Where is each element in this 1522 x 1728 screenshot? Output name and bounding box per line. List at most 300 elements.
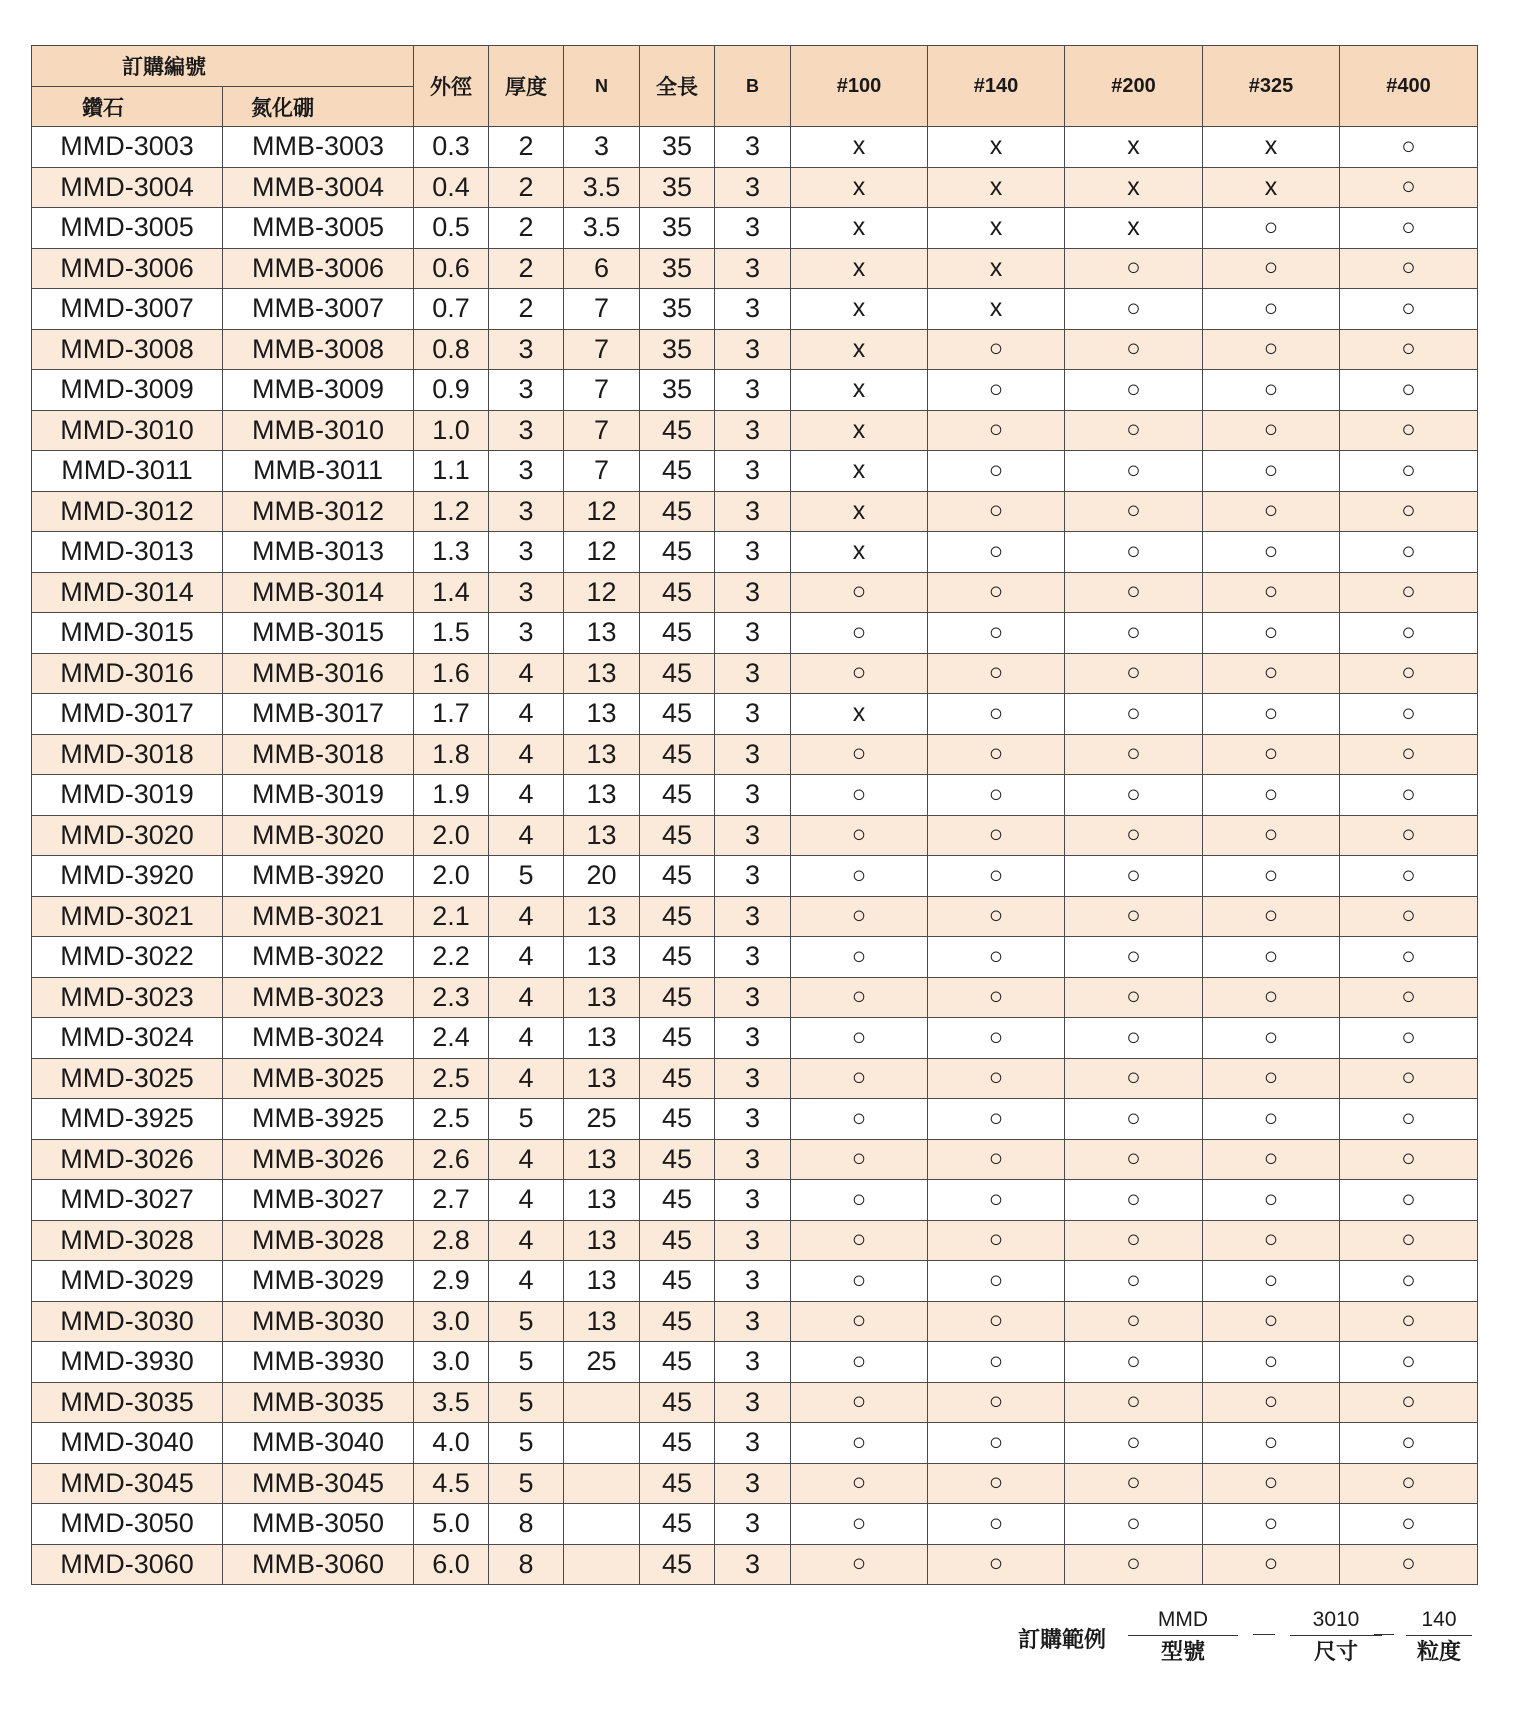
b-value: 3 xyxy=(715,1058,791,1099)
diamond-part-no: MMD-3013 xyxy=(32,532,223,573)
diamond-part-no: MMD-3021 xyxy=(32,896,223,937)
length-value: 45 xyxy=(640,815,715,856)
length-value: 45 xyxy=(640,1099,715,1140)
od-value: 2.6 xyxy=(414,1139,489,1180)
grit-200-availability: ○ xyxy=(1065,1463,1203,1504)
grit-100-availability: x xyxy=(791,410,928,451)
grit-325-availability: ○ xyxy=(1203,1180,1340,1221)
table-row xyxy=(32,1423,1478,1464)
grit-325-availability: ○ xyxy=(1203,1544,1340,1585)
n-value: 13 xyxy=(564,1018,640,1059)
n-value: 13 xyxy=(564,1139,640,1180)
grit-140-availability: ○ xyxy=(928,532,1065,573)
n-value: 13 xyxy=(564,1180,640,1221)
grit-325-availability: ○ xyxy=(1203,694,1340,735)
diamond-part-no: MMD-3014 xyxy=(32,572,223,613)
n-value: 13 xyxy=(564,694,640,735)
grit-400-availability: ○ xyxy=(1340,208,1478,249)
grit-140-availability: ○ xyxy=(928,653,1065,694)
diamond-part-no: MMD-3012 xyxy=(32,491,223,532)
cbn-part-no: MMB-3050 xyxy=(223,1504,414,1545)
od-value: 2.8 xyxy=(414,1220,489,1261)
length-value: 35 xyxy=(640,329,715,370)
grit-325-availability: ○ xyxy=(1203,1423,1340,1464)
grit-400-availability: ○ xyxy=(1340,248,1478,289)
cbn-part-no: MMB-3027 xyxy=(223,1180,414,1221)
grit-header-325: #325 xyxy=(1203,46,1340,127)
table-row xyxy=(32,410,1478,451)
order-size-value: 3010 xyxy=(1312,1608,1360,1631)
n-header: N xyxy=(564,46,640,127)
thickness-value: 5 xyxy=(489,1463,564,1504)
thickness-value: 4 xyxy=(489,1220,564,1261)
grit-400-availability: ○ xyxy=(1340,1180,1478,1221)
grit-400-availability: ○ xyxy=(1340,1544,1478,1585)
grit-140-availability: ○ xyxy=(928,451,1065,492)
cbn-part-no: MMB-3015 xyxy=(223,613,414,654)
grit-325-availability: ○ xyxy=(1203,937,1340,978)
n-value xyxy=(564,1504,640,1545)
table-row xyxy=(32,248,1478,289)
n-value: 13 xyxy=(564,653,640,694)
length-value: 45 xyxy=(640,896,715,937)
grit-200-availability: ○ xyxy=(1065,248,1203,289)
grit-200-availability: ○ xyxy=(1065,1180,1203,1221)
grit-400-availability: ○ xyxy=(1340,775,1478,816)
grit-400-availability: ○ xyxy=(1340,491,1478,532)
grit-100-availability: ○ xyxy=(791,856,928,897)
length-value: 35 xyxy=(640,167,715,208)
od-value: 1.5 xyxy=(414,613,489,654)
od-value: 1.3 xyxy=(414,532,489,573)
grit-325-availability: ○ xyxy=(1203,1139,1340,1180)
cbn-part-no: MMB-3029 xyxy=(223,1261,414,1302)
grit-400-availability: ○ xyxy=(1340,1463,1478,1504)
cbn-part-no: MMB-3009 xyxy=(223,370,414,411)
order-grit-value: 140 xyxy=(1421,1608,1457,1631)
n-value: 20 xyxy=(564,856,640,897)
grit-400-availability: ○ xyxy=(1340,127,1478,168)
n-value xyxy=(564,1544,640,1585)
table-row xyxy=(32,937,1478,978)
thickness-value: 8 xyxy=(489,1544,564,1585)
length-value: 45 xyxy=(640,775,715,816)
table-row xyxy=(32,532,1478,573)
grit-325-availability: ○ xyxy=(1203,248,1340,289)
grit-100-availability: ○ xyxy=(791,613,928,654)
thickness-value: 5 xyxy=(489,1382,564,1423)
thickness-value: 4 xyxy=(489,1058,564,1099)
grit-140-availability: x xyxy=(928,248,1065,289)
diamond-part-no: MMD-3011 xyxy=(32,451,223,492)
grit-100-availability: x xyxy=(791,248,928,289)
od-value: 1.4 xyxy=(414,572,489,613)
diamond-part-no: MMD-3045 xyxy=(32,1463,223,1504)
grit-325-availability: ○ xyxy=(1203,532,1340,573)
cbn-part-no: MMB-3035 xyxy=(223,1382,414,1423)
grit-200-availability: ○ xyxy=(1065,1261,1203,1302)
thickness-value: 3 xyxy=(489,532,564,573)
od-value: 2.1 xyxy=(414,896,489,937)
od-value: 1.6 xyxy=(414,653,489,694)
b-value: 3 xyxy=(715,1504,791,1545)
table-row xyxy=(32,289,1478,330)
length-value: 45 xyxy=(640,1342,715,1383)
cbn-part-no: MMB-3925 xyxy=(223,1099,414,1140)
n-value: 13 xyxy=(564,937,640,978)
grit-200-availability: x xyxy=(1065,127,1203,168)
b-value: 3 xyxy=(715,896,791,937)
thickness-value: 5 xyxy=(489,1301,564,1342)
grit-140-availability: ○ xyxy=(928,1099,1065,1140)
length-value: 45 xyxy=(640,1180,715,1221)
grit-200-availability: ○ xyxy=(1065,1058,1203,1099)
n-value: 3.5 xyxy=(564,167,640,208)
b-value: 3 xyxy=(715,734,791,775)
n-value: 13 xyxy=(564,1261,640,1302)
grit-140-availability: ○ xyxy=(928,1544,1065,1585)
grit-325-availability: ○ xyxy=(1203,815,1340,856)
grit-100-availability: x xyxy=(791,694,928,735)
diamond-part-no: MMD-3007 xyxy=(32,289,223,330)
grit-header-140: #140 xyxy=(928,46,1065,127)
diamond-header: 鑽石 xyxy=(32,87,223,127)
grit-header-200: #200 xyxy=(1065,46,1203,127)
thickness-value: 2 xyxy=(489,127,564,168)
grit-400-availability: ○ xyxy=(1340,815,1478,856)
n-value: 13 xyxy=(564,1301,640,1342)
n-value: 7 xyxy=(564,329,640,370)
length-value: 45 xyxy=(640,613,715,654)
thickness-value: 4 xyxy=(489,775,564,816)
cbn-part-no: MMB-3017 xyxy=(223,694,414,735)
b-value: 3 xyxy=(715,410,791,451)
b-value: 3 xyxy=(715,1301,791,1342)
length-value: 35 xyxy=(640,289,715,330)
cbn-part-no: MMB-3025 xyxy=(223,1058,414,1099)
cbn-part-no: MMB-3040 xyxy=(223,1423,414,1464)
od-value: 1.8 xyxy=(414,734,489,775)
thickness-value: 4 xyxy=(489,1018,564,1059)
length-value: 45 xyxy=(640,734,715,775)
b-value: 3 xyxy=(715,815,791,856)
od-value: 2.0 xyxy=(414,815,489,856)
b-value: 3 xyxy=(715,653,791,694)
thickness-value: 4 xyxy=(489,896,564,937)
length-value: 45 xyxy=(640,1220,715,1261)
thickness-value: 3 xyxy=(489,329,564,370)
table-row xyxy=(32,370,1478,411)
grit-400-availability: ○ xyxy=(1340,410,1478,451)
order-dash-1 xyxy=(1253,1634,1275,1635)
grit-325-availability: ○ xyxy=(1203,1018,1340,1059)
b-value: 3 xyxy=(715,329,791,370)
diamond-part-no: MMD-3008 xyxy=(32,329,223,370)
grit-140-availability: ○ xyxy=(928,937,1065,978)
b-value: 3 xyxy=(715,1463,791,1504)
grit-100-availability: ○ xyxy=(791,1018,928,1059)
od-value: 0.4 xyxy=(414,167,489,208)
grit-140-availability: x xyxy=(928,127,1065,168)
grit-400-availability: ○ xyxy=(1340,1423,1478,1464)
grit-140-availability: ○ xyxy=(928,1342,1065,1383)
grit-100-availability: ○ xyxy=(791,1463,928,1504)
grit-400-availability: ○ xyxy=(1340,1504,1478,1545)
grit-100-availability: x xyxy=(791,370,928,411)
grit-140-availability: ○ xyxy=(928,1301,1065,1342)
table-row xyxy=(32,127,1478,168)
n-value: 12 xyxy=(564,491,640,532)
grit-200-availability: ○ xyxy=(1065,410,1203,451)
grit-100-availability: ○ xyxy=(791,1058,928,1099)
grit-140-availability: ○ xyxy=(928,1423,1065,1464)
grit-200-availability: ○ xyxy=(1065,1342,1203,1383)
b-value: 3 xyxy=(715,1342,791,1383)
cbn-part-no: MMB-3007 xyxy=(223,289,414,330)
spec-table-body xyxy=(32,127,1478,1585)
b-value: 3 xyxy=(715,572,791,613)
n-value: 13 xyxy=(564,977,640,1018)
diamond-part-no: MMD-3925 xyxy=(32,1099,223,1140)
order-example xyxy=(0,1605,1522,1685)
grit-200-availability: ○ xyxy=(1065,694,1203,735)
order-number-header: 訂購編號 xyxy=(32,46,414,87)
grit-400-availability: ○ xyxy=(1340,1099,1478,1140)
grit-100-availability: ○ xyxy=(791,1423,928,1464)
b-value: 3 xyxy=(715,1544,791,1585)
grit-100-availability: ○ xyxy=(791,896,928,937)
od-value: 2.5 xyxy=(414,1099,489,1140)
thickness-value: 5 xyxy=(489,1099,564,1140)
cbn-part-no: MMB-3045 xyxy=(223,1463,414,1504)
order-dash-2 xyxy=(1374,1634,1394,1635)
grit-200-availability: ○ xyxy=(1065,815,1203,856)
thickness-value: 4 xyxy=(489,1139,564,1180)
length-value: 35 xyxy=(640,248,715,289)
table-row xyxy=(32,1504,1478,1545)
table-row xyxy=(32,1301,1478,1342)
diamond-part-no: MMD-3024 xyxy=(32,1018,223,1059)
grit-100-availability: x xyxy=(791,532,928,573)
grit-100-availability: ○ xyxy=(791,937,928,978)
diamond-part-no: MMD-3050 xyxy=(32,1504,223,1545)
thickness-value: 4 xyxy=(489,977,564,1018)
b-value: 3 xyxy=(715,775,791,816)
grit-140-availability: ○ xyxy=(928,1261,1065,1302)
length-value: 35 xyxy=(640,127,715,168)
table-row xyxy=(32,734,1478,775)
n-value: 7 xyxy=(564,289,640,330)
od-value: 4.5 xyxy=(414,1463,489,1504)
diamond-part-no: MMD-3010 xyxy=(32,410,223,451)
thickness-value: 4 xyxy=(489,734,564,775)
order-grit-caption: 粒度 xyxy=(1416,1639,1461,1664)
table-row xyxy=(32,1180,1478,1221)
table-row xyxy=(32,491,1478,532)
grit-140-availability: ○ xyxy=(928,613,1065,654)
b-value: 3 xyxy=(715,289,791,330)
od-value: 2.4 xyxy=(414,1018,489,1059)
length-value: 45 xyxy=(640,532,715,573)
od-header: 外徑 xyxy=(414,46,489,127)
thickness-value: 2 xyxy=(489,208,564,249)
diamond-part-no: MMD-3027 xyxy=(32,1180,223,1221)
grit-140-availability: ○ xyxy=(928,1058,1065,1099)
table-row xyxy=(32,208,1478,249)
thickness-value: 3 xyxy=(489,572,564,613)
grit-140-availability: ○ xyxy=(928,775,1065,816)
table-row xyxy=(32,977,1478,1018)
grit-header-100: #100 xyxy=(791,46,928,127)
grit-200-availability: ○ xyxy=(1065,1544,1203,1585)
grit-140-availability: ○ xyxy=(928,815,1065,856)
grit-325-availability: ○ xyxy=(1203,410,1340,451)
grit-400-availability: ○ xyxy=(1340,937,1478,978)
table-row xyxy=(32,815,1478,856)
cbn-part-no: MMB-3008 xyxy=(223,329,414,370)
cbn-part-no: MMB-3012 xyxy=(223,491,414,532)
grit-100-availability: x xyxy=(791,289,928,330)
thickness-value: 3 xyxy=(489,370,564,411)
grit-325-availability: ○ xyxy=(1203,451,1340,492)
grit-100-availability: ○ xyxy=(791,1139,928,1180)
b-value: 3 xyxy=(715,1382,791,1423)
n-value xyxy=(564,1463,640,1504)
length-value: 45 xyxy=(640,572,715,613)
grit-400-availability: ○ xyxy=(1340,329,1478,370)
od-value: 1.7 xyxy=(414,694,489,735)
grit-400-availability: ○ xyxy=(1340,1139,1478,1180)
n-value: 25 xyxy=(564,1342,640,1383)
grit-140-availability: ○ xyxy=(928,1180,1065,1221)
grit-400-availability: ○ xyxy=(1340,167,1478,208)
grit-100-availability: ○ xyxy=(791,653,928,694)
spec-table xyxy=(31,45,1478,1585)
od-value: 5.0 xyxy=(414,1504,489,1545)
grit-200-availability: ○ xyxy=(1065,491,1203,532)
order-size xyxy=(1290,1605,1382,1668)
diamond-part-no: MMD-3026 xyxy=(32,1139,223,1180)
od-value: 2.0 xyxy=(414,856,489,897)
n-value: 3.5 xyxy=(564,208,640,249)
cbn-part-no: MMB-3011 xyxy=(223,451,414,492)
od-value: 1.9 xyxy=(414,775,489,816)
od-value: 0.8 xyxy=(414,329,489,370)
grit-200-availability: ○ xyxy=(1065,1382,1203,1423)
n-value: 13 xyxy=(564,1058,640,1099)
length-value: 45 xyxy=(640,1058,715,1099)
length-value: 45 xyxy=(640,1382,715,1423)
grit-140-availability: ○ xyxy=(928,370,1065,411)
grit-325-availability: ○ xyxy=(1203,775,1340,816)
grit-100-availability: ○ xyxy=(791,1261,928,1302)
grit-325-availability: x xyxy=(1203,167,1340,208)
table-row xyxy=(32,451,1478,492)
length-value: 45 xyxy=(640,491,715,532)
grit-400-availability: ○ xyxy=(1340,451,1478,492)
grit-325-availability: ○ xyxy=(1203,734,1340,775)
grit-140-availability: ○ xyxy=(928,856,1065,897)
table-row xyxy=(32,1220,1478,1261)
grit-200-availability: ○ xyxy=(1065,1220,1203,1261)
cbn-part-no: MMB-3018 xyxy=(223,734,414,775)
b-value: 3 xyxy=(715,1261,791,1302)
grit-100-availability: ○ xyxy=(791,1180,928,1221)
grit-400-availability: ○ xyxy=(1340,1220,1478,1261)
table-row xyxy=(32,1099,1478,1140)
length-value: 35 xyxy=(640,208,715,249)
b-value: 3 xyxy=(715,937,791,978)
n-value: 12 xyxy=(564,572,640,613)
diamond-part-no: MMD-3030 xyxy=(32,1301,223,1342)
grit-325-availability: ○ xyxy=(1203,1099,1340,1140)
grit-200-availability: ○ xyxy=(1065,613,1203,654)
diamond-part-no: MMD-3028 xyxy=(32,1220,223,1261)
grit-400-availability: ○ xyxy=(1340,1018,1478,1059)
n-value: 13 xyxy=(564,815,640,856)
grit-400-availability: ○ xyxy=(1340,734,1478,775)
n-value: 3 xyxy=(564,127,640,168)
od-value: 1.0 xyxy=(414,410,489,451)
table-row xyxy=(32,613,1478,654)
od-value: 0.7 xyxy=(414,289,489,330)
grit-140-availability: ○ xyxy=(928,1139,1065,1180)
diamond-part-no: MMD-3005 xyxy=(32,208,223,249)
diamond-part-no: MMD-3920 xyxy=(32,856,223,897)
cbn-part-no: MMB-3016 xyxy=(223,653,414,694)
length-value: 45 xyxy=(640,410,715,451)
od-value: 3.0 xyxy=(414,1301,489,1342)
grit-header-400: #400 xyxy=(1340,46,1478,127)
table-row xyxy=(32,1382,1478,1423)
table-row xyxy=(32,694,1478,735)
thickness-value: 3 xyxy=(489,491,564,532)
thickness-value: 4 xyxy=(489,937,564,978)
order-example-label: 訂購範例 xyxy=(1018,1627,1107,1652)
length-value: 45 xyxy=(640,1463,715,1504)
b-value: 3 xyxy=(715,127,791,168)
table-row xyxy=(32,167,1478,208)
order-grit xyxy=(1406,1605,1472,1668)
thickness-value: 5 xyxy=(489,1423,564,1464)
thickness-header: 厚度 xyxy=(489,46,564,127)
od-value: 0.3 xyxy=(414,127,489,168)
length-header: 全長 xyxy=(640,46,715,127)
table-row xyxy=(32,1058,1478,1099)
diamond-part-no: MMD-3022 xyxy=(32,937,223,978)
grit-140-availability: ○ xyxy=(928,1018,1065,1059)
grit-400-availability: ○ xyxy=(1340,1382,1478,1423)
thickness-value: 4 xyxy=(489,815,564,856)
od-value: 2.5 xyxy=(414,1058,489,1099)
grit-200-availability: ○ xyxy=(1065,896,1203,937)
grit-140-availability: ○ xyxy=(928,572,1065,613)
table-row xyxy=(32,896,1478,937)
grit-100-availability: x xyxy=(791,451,928,492)
diamond-part-no: MMD-3035 xyxy=(32,1382,223,1423)
thickness-value: 4 xyxy=(489,653,564,694)
diamond-part-no: MMD-3029 xyxy=(32,1261,223,1302)
grit-140-availability: x xyxy=(928,167,1065,208)
grit-400-availability: ○ xyxy=(1340,1058,1478,1099)
b-value: 3 xyxy=(715,1220,791,1261)
grit-140-availability: ○ xyxy=(928,410,1065,451)
table-row xyxy=(32,1463,1478,1504)
b-value: 3 xyxy=(715,977,791,1018)
grit-140-availability: ○ xyxy=(928,694,1065,735)
cbn-part-no: MMB-3930 xyxy=(223,1342,414,1383)
n-value: 25 xyxy=(564,1099,640,1140)
